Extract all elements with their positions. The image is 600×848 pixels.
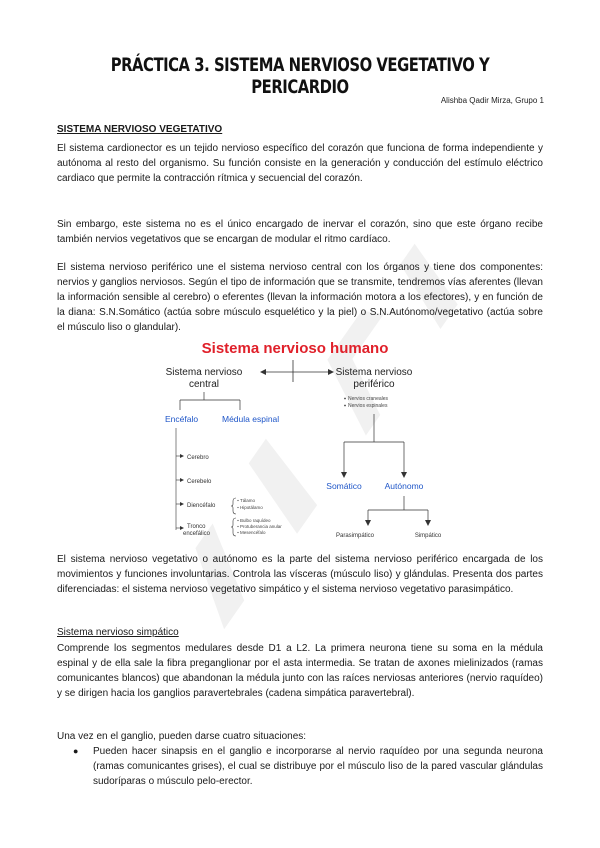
autonomo-label: Autónomo	[384, 481, 424, 491]
section-heading-vegetativo: SISTEMA NERVIOSO VEGETATIVO	[57, 124, 223, 135]
section-heading-simpatico: Sistema nervioso simpático	[57, 627, 179, 638]
peripheral-label-2: periférico	[353, 379, 395, 390]
diencefalo-part-1: Tálamo	[240, 498, 256, 503]
author-line: Alishba Qadir Mirza, Grupo 1	[440, 96, 544, 105]
diagram-title: Sistema nervioso humano	[201, 340, 389, 357]
peripheral-item-2: Nervios espinales	[348, 403, 388, 409]
central-label-1: Sistema nervioso	[165, 367, 243, 378]
encefalo-part-cerebro: Cerebro	[187, 455, 209, 461]
encefalo-part-diencefalo: Diencéfalo	[187, 503, 216, 509]
peripheral-item-1: Nervios craneales	[348, 396, 389, 402]
page-title: PRÁCTICA 3. SISTEMA NERVIOSO VEGETATIVO Y PERICARDIO	[110, 54, 490, 98]
paragraph-cardionector: El sistema cardionector es un tejido nervioso específico del corazón que funciona de forma independiente y autónoma al resto del organismo. Su función consiste en la generación y conducción del estímulo eléctrico cardiaco que permite la contracción rítmica y secuencial del corazón.	[57, 143, 543, 184]
nervous-system-diagram	[160, 338, 490, 552]
paragraph-segmentos: Comprende los segmentos medulares desde D1 a L2. La primera neurona tiene su soma en la médula espinal y de ella sale la fibra preganglionar por el asta intermedia. Se tratan de axones mielinizados (ramas comunicantes blancos) que abandonan la médula junto con las raíces nerviosas anteriores (nervio raquídeo) y se dirigen hacia los ganglios paravertebrales (cadena simpática paravertebral).	[57, 643, 543, 699]
peripheral-tree	[344, 414, 428, 524]
list-item-text: Pueden hacer sinapsis en el ganglio e incorporarse al nervio raquídeo por una segunda neurona (ramas comunicantes grises), el cual se distribuye por el músculo liso de la pared vascular glándulas sudoríparas o músculo pelo-erector.	[93, 746, 543, 787]
somatico-label: Somático	[326, 481, 362, 491]
diagram-top-connectors	[264, 360, 330, 382]
parasimpatico-label: Parasimpático	[335, 533, 375, 539]
paragraph-cuatro-situaciones: Una vez en el ganglio, pueden darse cuatro situaciones:	[57, 731, 307, 742]
peripheral-label-1: Sistema nervioso	[335, 367, 413, 378]
tronco-part-3: Mesencéfalo	[240, 530, 266, 535]
diagram-svg	[160, 338, 490, 552]
encefalo-part-cerebelo: Cerebelo	[187, 479, 212, 485]
simpatico-label: Simpático	[414, 533, 442, 539]
list-item	[73, 744, 543, 789]
tronco-part-2: Protuberancia anular	[240, 524, 282, 529]
paragraph-autonomo: El sistema nervioso vegetativo o autónomo es la parte del sistema nervioso periférico encargada de los movimientos y funciones involuntarias. Controla las vísceras (músculo liso) y glándulas. Presenta dos partes diferenciadas: el sistema nervioso vegetativo simpático y el sistema nervioso vegetativo parasimpático.	[57, 554, 543, 595]
medula-label: Médula espinal	[222, 414, 280, 424]
paragraph-nervios-vegetativos: Sin embargo, este sistema no es el único encargado de inervar el corazón, sino que este órgano recibe también nervios vegetativos que se encargan de modular el ritmo cardíaco.	[57, 219, 543, 245]
encefalo-label: Encéfalo	[165, 414, 199, 424]
central-label-2: central	[188, 379, 220, 390]
tronco-part-1: Bulbo raquídeo	[240, 518, 271, 523]
encefalo-part-encefalico: encefálico	[183, 531, 211, 537]
diencefalo-part-2: Hipotálamo	[240, 505, 263, 510]
bullet-dot-icon: ●	[73, 746, 79, 756]
encefalo-part-tronco: Tronco	[187, 524, 206, 530]
paragraph-periferico: El sistema nervioso periférico une el sistema nervioso central con los órganos y tiene dos componentes: nervios y ganglios nerviosos. Según el tipo de información que se transmite, tendremos vías aferentes (llevan la información sensible al cerebro) o eferentes (llevan la información motora a los efectores), y en función de la diana: S.N.Somático (actúa sobre músculo esquelético y la piel) o S.N.Autónomo/vegetativo (actúa sobre el músculo liso o glandular).	[57, 262, 543, 333]
situations-list	[73, 744, 543, 789]
